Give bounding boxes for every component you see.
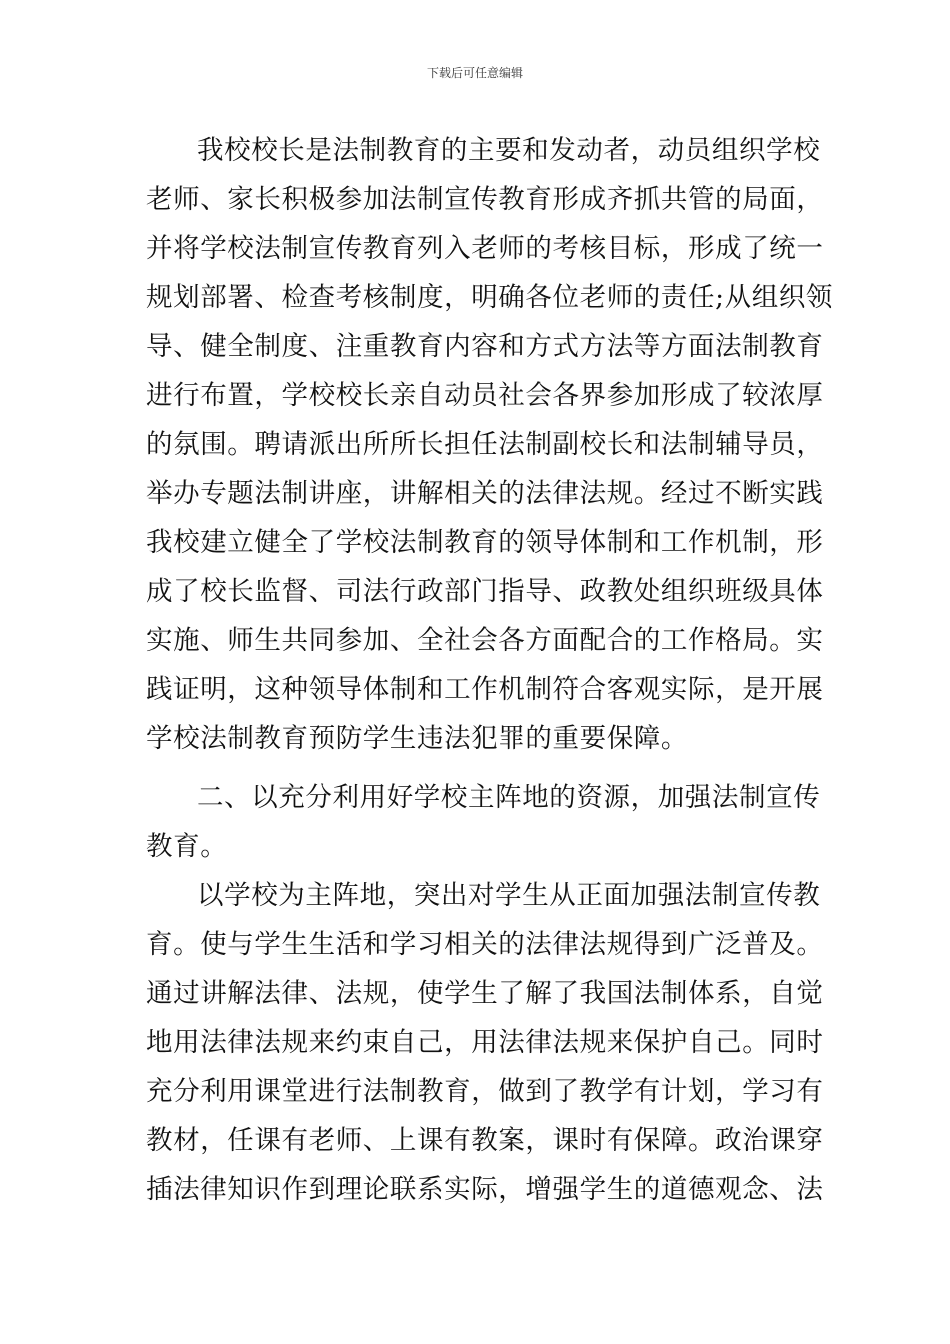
section-heading-line: 教育。 — [146, 831, 228, 862]
paragraph-line: 成了校长监督、司法行政部门指导、政教处组织班级具体 — [146, 576, 824, 607]
paragraph-line: 插法律知识作到理论联系实际，增强学生的道德观念、法 — [146, 1174, 824, 1205]
paragraph-line: 老师、家长积极参加法制宣传教育形成齐抓共管的局面， — [146, 184, 824, 215]
paragraph-line: 实施、师生共同参加、全社会各方面配合的工作格局。实 — [146, 625, 824, 656]
paragraph-line: 践证明，这种领导体制和工作机制符合客观实际，是开展 — [146, 674, 824, 705]
paragraph-line: 我校建立健全了学校法制教育的领导体制和工作机制，形 — [146, 527, 824, 558]
section-heading-line: 二、以充分利用好学校主阵地的资源，加强法制宣传 — [197, 782, 821, 813]
paragraph-line: 充分利用课堂进行法制教育，做到了教学有计划，学习有 — [146, 1076, 824, 1107]
paragraph-line: 规划部署、检查考核制度，明确各位老师的责任;从组织领 — [146, 282, 834, 313]
paragraph-line: 并将学校法制宣传教育列入老师的考核目标，形成了统一 — [146, 233, 824, 264]
paragraph-line: 通过讲解法律、法规，使学生了解了我国法制体系，自觉 — [146, 978, 824, 1009]
paragraph-line: 举办专题法制讲座，讲解相关的法律法规。经过不断实践 — [146, 478, 824, 509]
paragraph-line: 教材，任课有老师、上课有教案，课时有保障。政治课穿 — [146, 1125, 824, 1156]
paragraph-line: 进行布置，学校校长亲自动员社会各界参加形成了较浓厚 — [146, 380, 824, 411]
paragraph-line: 的氛围。聘请派出所所长担任法制副校长和法制辅导员， — [146, 429, 824, 460]
paragraph-line: 育。使与学生生活和学习相关的法律法规得到广泛普及。 — [146, 929, 824, 960]
paragraph-line: 学校法制教育预防学生违法犯罪的重要保障。 — [146, 723, 688, 754]
paragraph-line: 以学校为主阵地，突出对学生从正面加强法制宣传教 — [197, 880, 821, 911]
paragraph-line: 我校校长是法制教育的主要和发动者，动员组织学校 — [197, 135, 821, 166]
page-header-note: 下载后可任意编辑 — [426, 66, 523, 80]
paragraph-line: 地用法律法规来约束自己，用法律法规来保护自己。同时 — [146, 1027, 824, 1058]
paragraph-line: 导、健全制度、注重教育内容和方式方法等方面法制教育 — [146, 331, 824, 362]
